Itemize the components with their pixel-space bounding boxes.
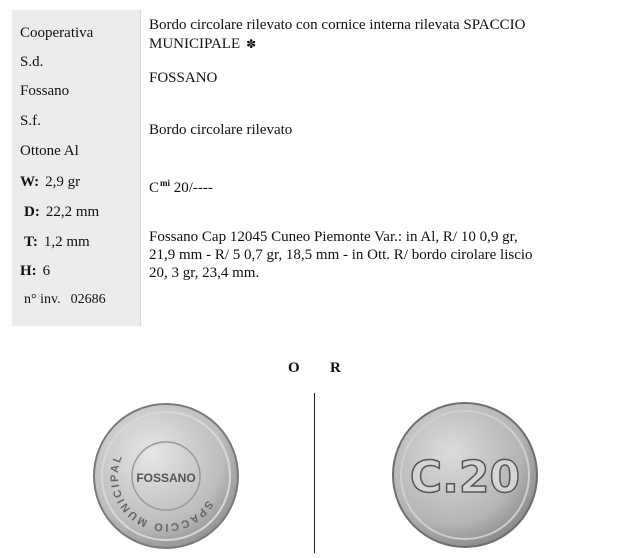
reverse-value-text bbox=[149, 174, 619, 198]
inventory-row bbox=[24, 291, 106, 309]
image-divider bbox=[314, 393, 315, 553]
info-sidebar bbox=[12, 10, 141, 326]
obverse-center-text: FOSSANO bbox=[149, 70, 218, 86]
thickness-value: 1,2 mm bbox=[43, 234, 90, 250]
diameter-row bbox=[24, 203, 99, 221]
obverse-description bbox=[149, 16, 619, 54]
obverse-label: O bbox=[288, 360, 300, 376]
city: Fossano bbox=[20, 83, 70, 99]
thickness-row bbox=[24, 233, 90, 251]
weight-label: W: bbox=[20, 174, 40, 190]
coin-obverse-image bbox=[90, 400, 242, 557]
reverse-label: R bbox=[330, 360, 341, 376]
reverse-coin-text: C.20 bbox=[409, 452, 521, 503]
inventory-value: 02686 bbox=[70, 292, 106, 307]
coin-reverse-image bbox=[390, 400, 540, 555]
thickness-label: T: bbox=[24, 234, 38, 250]
notes-line3: 20, 3 gr, 23,4 mm. bbox=[149, 265, 260, 281]
reverse-value-sup: mi bbox=[160, 178, 171, 188]
obverse-line2: MUNICIPALE bbox=[149, 36, 241, 52]
date-sf: S.f. bbox=[20, 113, 41, 129]
coin-reverse-svg bbox=[390, 400, 540, 550]
notes bbox=[149, 228, 619, 282]
height-row bbox=[20, 262, 50, 280]
notes-line2: 21,9 mm - R/ 5 0,7 gr, 18,5 mm - in Ott. R/ bordo cirolare liscio bbox=[149, 247, 533, 263]
obverse-line2-row bbox=[149, 35, 619, 54]
obverse-line1: Bordo circolare rilevato con cornice interna rilevata SPACCIO bbox=[149, 17, 526, 33]
coin-obverse-svg bbox=[90, 400, 242, 552]
reverse-value: 20/---- bbox=[173, 180, 213, 196]
star-mark-icon: ✽ bbox=[246, 37, 257, 51]
notes-line1: Fossano Cap 12045 Cuneo Piemonte Var.: in Al, R/ 10 0,9 gr, bbox=[149, 229, 518, 245]
weight-value: 2,9 gr bbox=[45, 174, 81, 190]
metal: Ottone Al bbox=[20, 143, 79, 159]
category: Cooperativa bbox=[20, 25, 94, 41]
height-value: 6 bbox=[42, 263, 51, 279]
reverse-value-prefix: C bbox=[149, 180, 160, 196]
weight-row bbox=[20, 173, 80, 191]
date-sd: S.d. bbox=[20, 54, 44, 70]
inventory-label: n° inv. bbox=[24, 292, 61, 307]
diameter-label: D: bbox=[24, 204, 40, 220]
reverse-border-text: Bordo circolare rilevato bbox=[149, 122, 293, 138]
obverse-arc-text: SPACCIO MUNICIPALE bbox=[108, 452, 216, 534]
diameter-value: 22,2 mm bbox=[45, 204, 100, 220]
height-label: H: bbox=[20, 263, 37, 279]
obverse-center-coin-text: FOSSANO bbox=[136, 471, 196, 485]
